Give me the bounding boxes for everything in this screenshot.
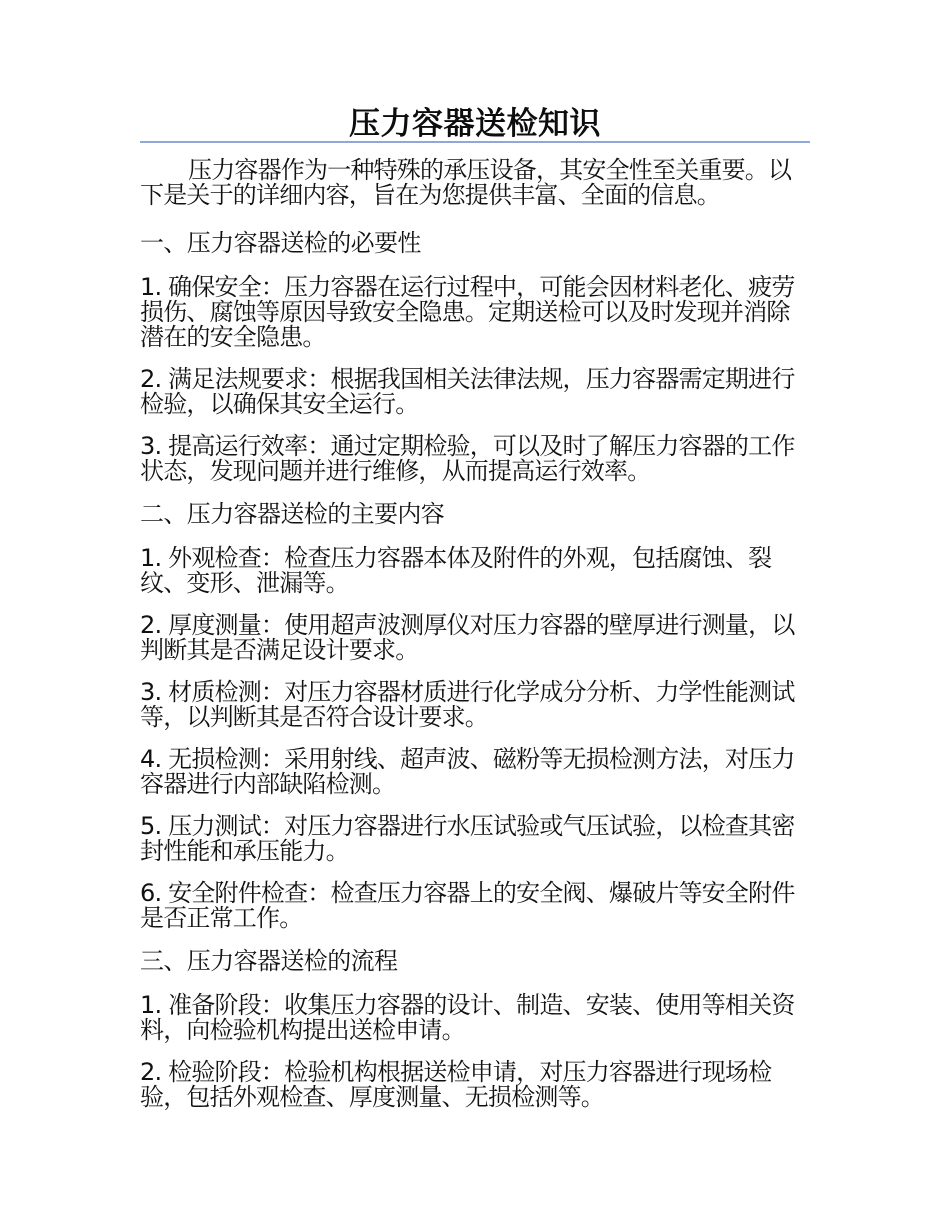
section-3-item-2: 2. 检验阶段：检验机构根据送检申请，对压力容器进行现场检验，包括外观检查、厚度测量、无损检测等。	[140, 1058, 772, 1111]
title-block	[140, 104, 810, 143]
section-2-item-2: 2. 厚度测量：使用超声波测厚仪对压力容器的壁厚进行测量，以判断其是否满足设计要求。	[140, 611, 795, 664]
section-3-item-1: 1. 准备阶段：收集压力容器的设计、制造、安装、使用等相关资料，向检验机构提出送检申请。	[140, 991, 795, 1044]
section-2-item-6: 6. 安全附件检查：检查压力容器上的安全阀、爆破片等安全附件是否正常工作。	[140, 879, 795, 932]
section-heading-process: 三、压力容器送检的流程	[140, 947, 398, 975]
section-1-item-2: 2. 满足法规要求：根据我国相关法律法规，压力容器需定期进行检验，以确保其安全运行。	[140, 365, 795, 418]
section-heading-necessity: 一、压力容器送检的必要性	[140, 229, 421, 257]
section-2-item-5: 5. 压力测试：对压力容器进行水压试验或气压试验，以检查其密封性能和承压能力。	[140, 812, 795, 865]
section-2-item-1: 1. 外观检查：检查压力容器本体及附件的外观，包括腐蚀、裂纹、变形、泄漏等。	[140, 544, 772, 597]
section-1-item-3: 3. 提高运行效率：通过定期检验，可以及时了解压力容器的工作状态，发现问题并进行维修，从而提高运行效率。	[140, 432, 795, 485]
section-2-item-4: 4. 无损检测：采用射线、超声波、磁粉等无损检测方法，对压力容器进行内部缺陷检测。	[140, 745, 795, 798]
section-heading-content: 二、压力容器送检的主要内容	[140, 500, 445, 528]
intro-paragraph: 压力容器作为一种特殊的承压设备，其安全性至关重要。以下是关于的详细内容，旨在为您提供丰富、全面的信息。	[140, 156, 792, 209]
page-title: 压力容器送检知识	[349, 106, 601, 142]
section-1-item-1: 1. 确保安全：压力容器在运行过程中，可能会因材料老化、疲劳损伤、腐蚀等原因导致安全隐患。定期送检可以及时发现并消除潜在的安全隐患。	[140, 273, 795, 351]
document-body	[140, 158, 812, 1127]
section-2-item-3: 3. 材质检测：对压力容器材质进行化学成分分析、力学性能测试等，以判断其是否符合设计要求。	[140, 678, 795, 731]
